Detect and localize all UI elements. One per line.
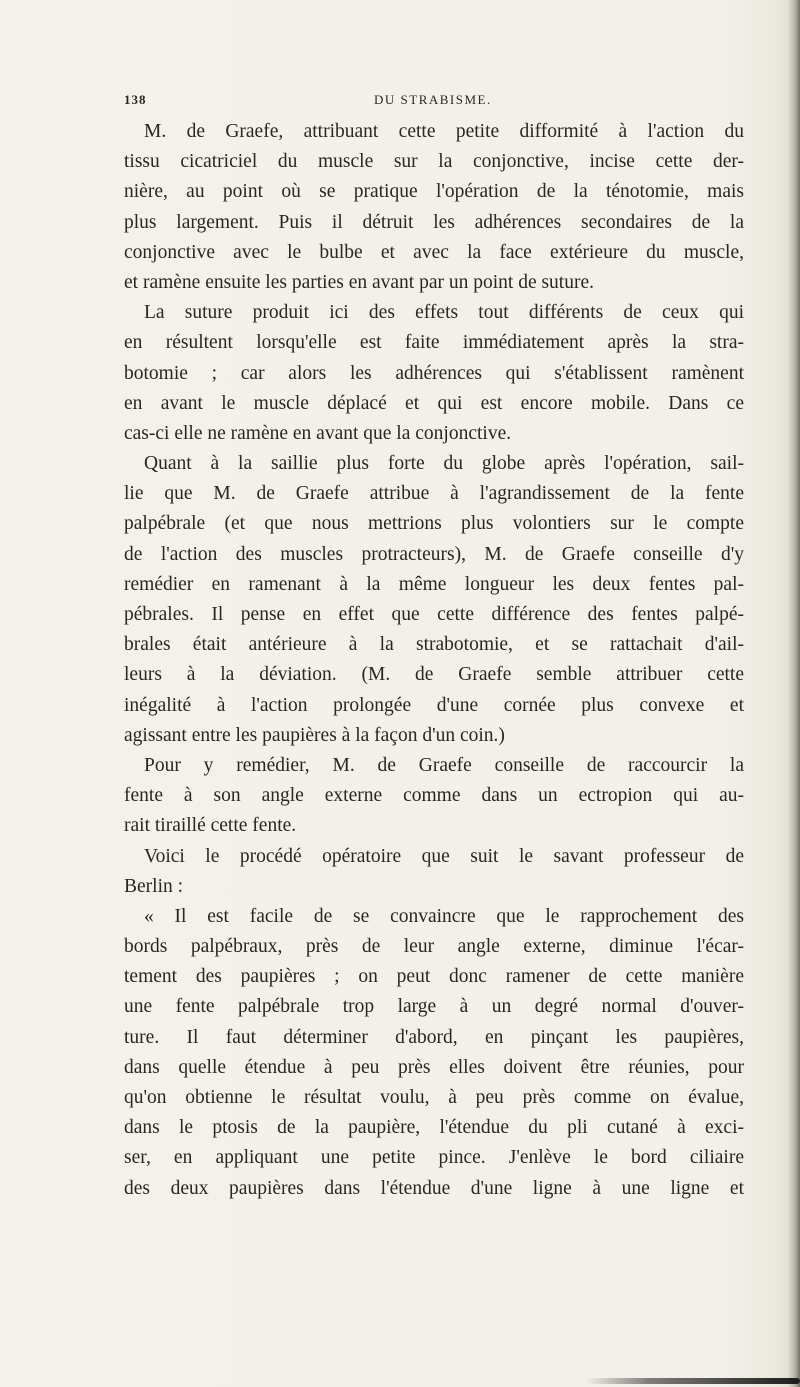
page-edge-shadow [788,0,800,1387]
running-title: DU STRABISME. [374,92,492,107]
text-line: Berlin : [124,875,184,897]
text-line: inégalité à l'action prolongée d'une cornée plus convexe et [124,694,744,716]
text-line: une fente palpébrale trop large à un degré normal d'ouver- [124,996,744,1018]
text-line: cas-ci elle ne ramène en avant que la conjonctive. [124,422,512,444]
text-line: rait tiraillé cette fente. [124,815,297,837]
text-line: de l'action des muscles protracteurs), M. de Graefe conseille d'y [124,543,744,565]
text-line: en avant le muscle déplacé et qui est encore mobile. Dans ce [124,392,744,414]
text-line: dans quelle étendue à peu près elles doivent être réunies, pour [124,1056,744,1078]
text-line: nière, au point où se pratique l'opération de la ténotomie, mais [124,181,744,203]
text-line: Pour y remédier, M. de Graefe conseille de raccourcir la [144,754,744,776]
text-line: pébrales. Il pense en effet que cette différence des fentes palpé- [124,604,744,625]
text-line: et ramène ensuite les parties en avant par un point de suture. [124,271,594,293]
text-line: qu'on obtienne le résultat voulu, à peu près comme on évalue, [124,1087,744,1108]
text-line: ser, en appliquant une petite pince. J'enlève le bord ciliaire [124,1147,744,1169]
text-line: agissant entre les paupières à la façon d'un coin.) [124,724,505,746]
text-line: lie que M. de Graefe attribue à l'agrandissement de la fente [124,483,744,505]
text-line: leurs à la déviation. (M. de Graefe semble attribuer cette [124,664,744,686]
text-line: M. de Graefe, attribuant cette petite difformité à l'action du [144,121,744,142]
page-number: 138 [124,92,147,107]
text-line: en résultent lorsqu'elle est faite immédiatement après la stra- [124,332,744,354]
text-line: palpébrale (et que nous mettrions plus volontiers sur le compte [124,513,744,535]
text-line: Quant à la saillie plus forte du globe après l'opération, sail- [144,453,744,475]
text-line: tement des paupières ; on peut donc ramener de cette manière [124,966,744,988]
text-line: La suture produit ici des effets tout différents de ceux qui [144,302,744,324]
text-line: ture. Il faut déterminer d'abord, en pinçant les paupières, [124,1026,744,1048]
text-line: conjonctive avec le bulbe et avec la face extérieure du muscle, [124,241,744,263]
text-line: Voici le procédé opératoire que suit le savant professeur de [144,845,744,867]
text-line: des deux paupières dans l'étendue d'une ligne à une ligne et [124,1177,744,1199]
bottom-edge-mark [585,1378,800,1384]
text-line: bords palpébraux, près de leur angle externe, diminue l'écar- [124,936,744,958]
running-head [124,92,760,112]
body-text [124,117,744,1204]
text-line: tissu cicatriciel du muscle sur la conjonctive, incise cette der- [124,151,744,173]
text-line: « Il est facile de se convaincre que le rapprochement des [144,905,744,927]
text-line: plus largement. Puis il détruit les adhérences secondaires de la [124,211,744,233]
text-line: botomie ; car alors les adhérences qui s'établissent ramènent [124,362,744,384]
text-line: dans le ptosis de la paupière, l'étendue du pli cutané à exci- [124,1117,744,1139]
text-line: brales était antérieure à la strabotomie, et se rattachait d'ail- [124,634,744,656]
text-line: fente à son angle externe comme dans un ectropion qui au- [124,785,744,807]
text-line: remédier en ramenant à la même longueur les deux fentes pal- [124,573,744,595]
